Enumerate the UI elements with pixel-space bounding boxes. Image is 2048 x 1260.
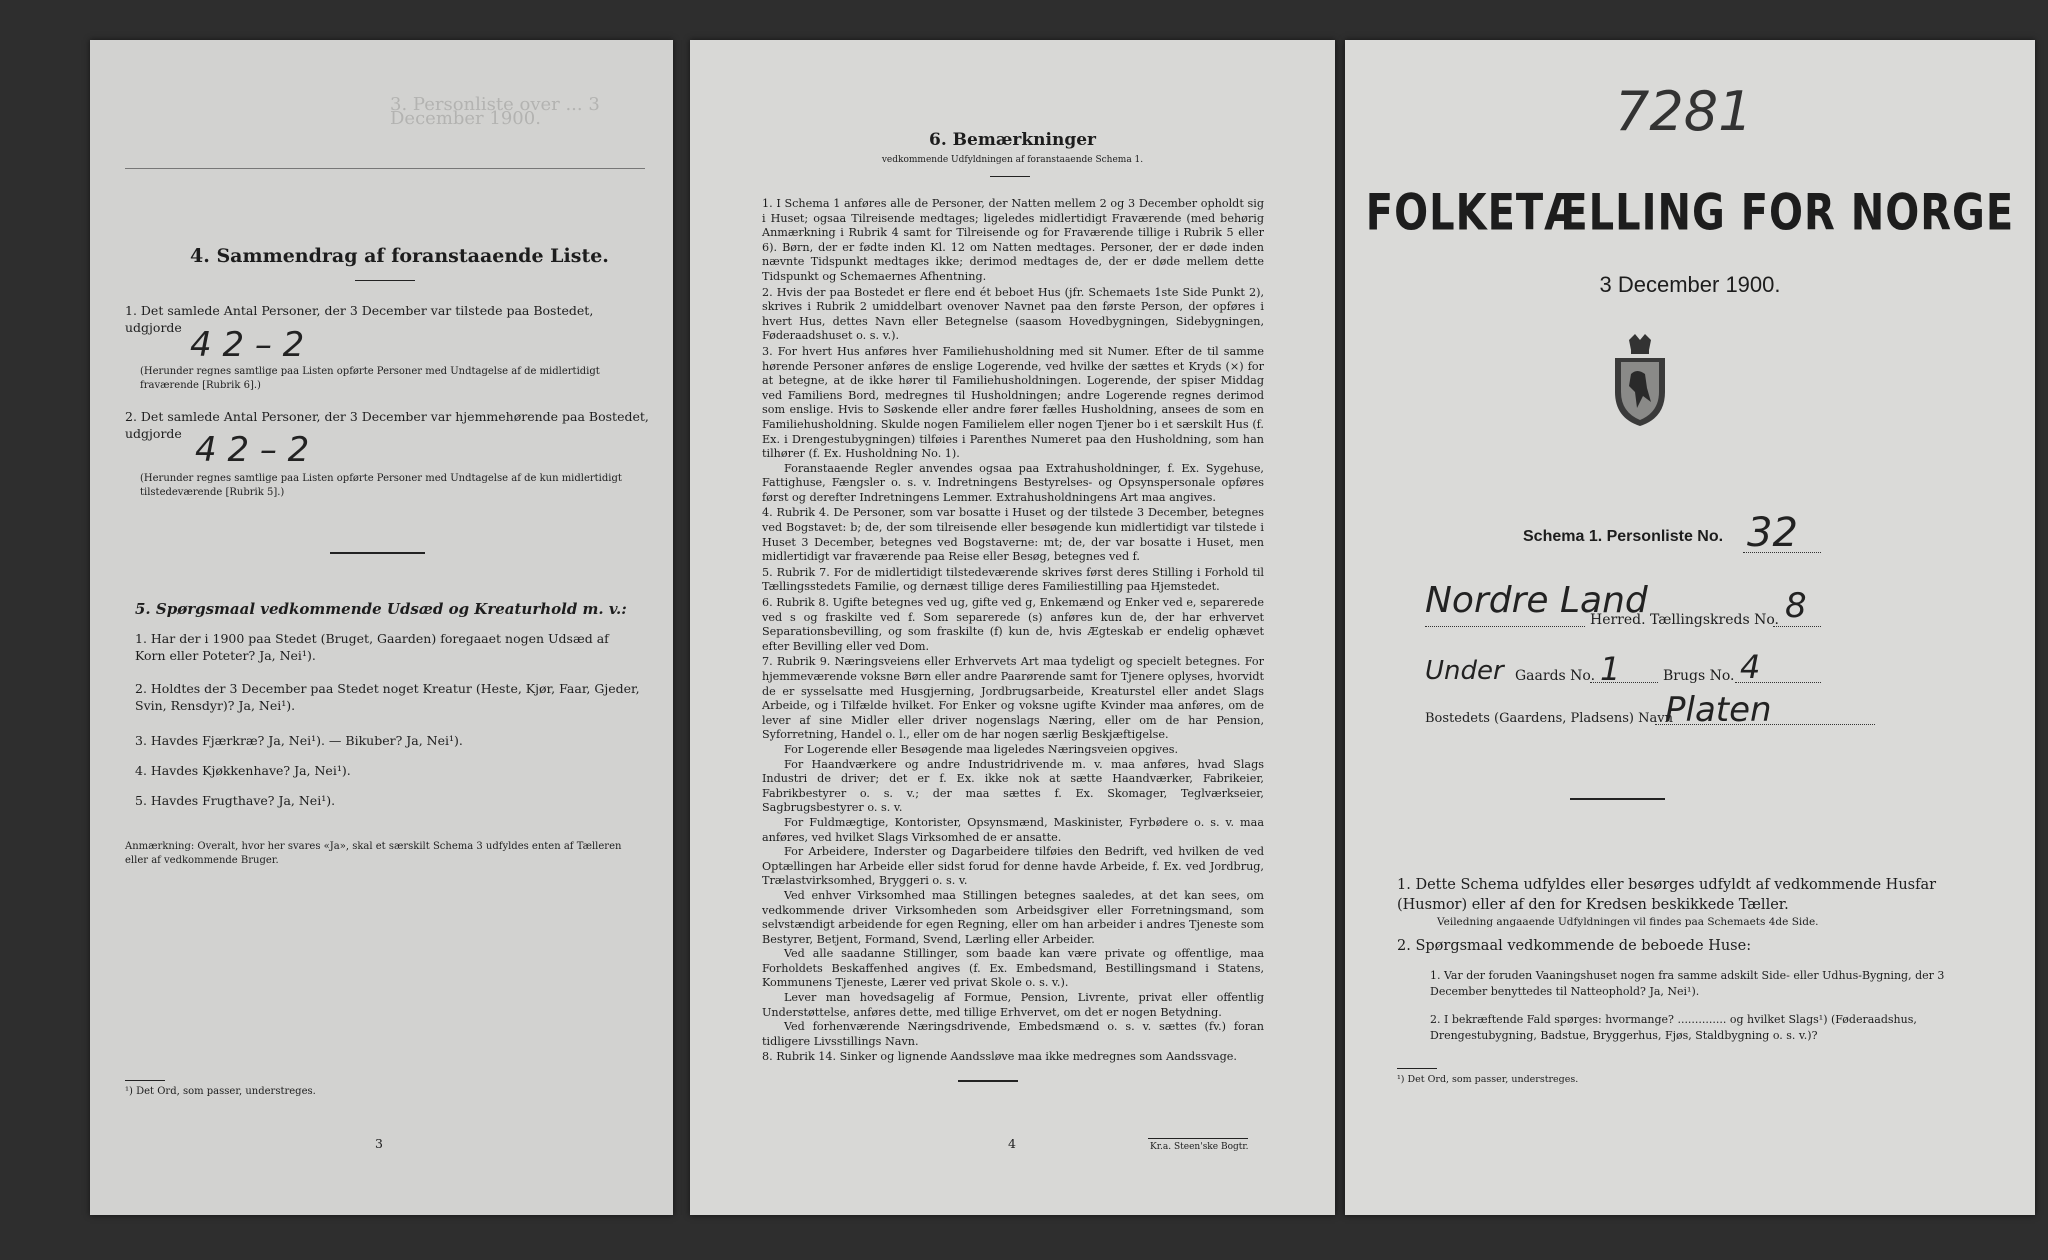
remark-paragraph: 2. Hvis der paa Bostedet er flere end ét beboet Hus (jfr. Schemaets 1ste Side Punkt 2), skrives i Rubrik 2 umiddelbart ovenover Navnet paa den første Person, der opføres i hvert Hus, dettes Navn eller Betegnelse (saasom Hovedbygningen, Sidebygningen, Føderaadshuset o. s. v.). bbox=[762, 285, 1264, 343]
s5-question-1: 1. Har der i 1900 paa Stedet (Bruget, Gaarden) foregaaet nogen Udsæd af Korn eller Poteter? Ja, Nei¹). bbox=[135, 631, 609, 663]
s5-question-3: 3. Havdes Fjærkræ? Ja, Nei¹). — Bikuber? Ja, Nei¹). bbox=[135, 733, 463, 748]
section-4-title: 4. Sammendrag af foranstaaende Liste. bbox=[190, 245, 609, 267]
remark-paragraph: 1. I Schema 1 anføres alle de Personer, der Natten mellem 2 og 3 December opholdt sig i Huset; ogsaa Tilreisende medtages; ligeledes midlertidigt Fraværende (med behørig Anmærkning i Rubrik 4 samt for Tilreisende og for Fraværende tillige i Rubrik 5 eller 6). Børn, der er fødte inden Kl. 12 om Natten medtages. Personer, der er døde inden nævnte Tidspunkt medtages ikke; derimod medtages de, der er døde mellem dette Tidspunkt og Schemaernes Afhentning. bbox=[762, 197, 1264, 283]
brugs-line bbox=[1735, 682, 1821, 683]
bleed-through-text: 3. Personliste over ... 3 December 1900. bbox=[390, 94, 600, 129]
remark-paragraph: For Fuldmægtige, Kontorister, Opsynsmænd, Maskinister, Fyrbødere o. s. v. maa anføres, ved hvilket Slags Virksomhed de er ansatte. bbox=[762, 815, 1264, 844]
instruction-1-text: 1. Dette Schema udfyldes eller besørges udfyldt af vedkommende Husfar (Husmor) eller af den for Kredsen beskikkede Tæller. bbox=[1397, 877, 1937, 913]
remark-paragraph: Ved alle saadanne Stillinger, som baade kan være private og offentlige, maa Forholdets Beskaffenhed angives (f. Ex. Embedsmand, Bestillingsmand i Statens, Kommunens Tjeneste, Lærer ved privat Skole o. s. v.). bbox=[762, 947, 1264, 990]
bosted-handwritten: Platen bbox=[1665, 690, 1772, 730]
page-4 bbox=[690, 40, 1335, 1215]
instruction-2: 2. Spørgsmaal vedkommende de beboede Huse: bbox=[1397, 938, 1752, 954]
mid-rule bbox=[330, 552, 425, 554]
top-rule bbox=[125, 168, 645, 169]
remark-paragraph: For Haandværkere og andre Industridrivende m. v. maa anføres, hvad Slags Industri de driver; det er f. Ex. ikke nok at sætte Haandværker, Fabrikeier, Fabrikbestyrer o. s. v.; der maa sættes f. Ex. Skomager, Teglværkseier, Sagbrugsbestyrer o. s. v. bbox=[762, 757, 1264, 815]
schema-label: Schema 1. Personliste No. bbox=[1523, 528, 1724, 545]
footnote: ¹) Det Ord, som passer, understreges. bbox=[125, 1086, 316, 1097]
remark-paragraph: 8. Rubrik 14. Sinker og lignende Aandssløve maa ikke medregnes som Aandssvage. bbox=[762, 1050, 1237, 1064]
s5-question-2: 2. Holdtes der 3 December paa Stedet noget Kreatur (Heste, Kjør, Faar, Gjeder, Svin, Rensdyr)? Ja, Nei¹). bbox=[135, 681, 640, 713]
archive-number: 7281 bbox=[1615, 80, 1753, 143]
gaard-prefix-handwritten: Under bbox=[1425, 656, 1504, 686]
form-title: FOLKETÆLLING FOR NORGE bbox=[1365, 184, 2015, 242]
remarks-subtitle: vedkommende Udfyldningen af foranstaaende Schema 1. bbox=[881, 155, 1144, 165]
title-rule bbox=[355, 280, 415, 281]
printer-mark: Kr.a. Steen'ske Bogtr. bbox=[1150, 1142, 1249, 1152]
instruction-2-q2: 2. I bekræftende Fald spørges: hvormange? .............. og hvilket Slags¹) (Føderaadshus, Drengestubygning, Badstue, Bryggerhus, Fjøs, Staldbygning o. s. v.)? bbox=[1430, 1013, 1917, 1042]
gaard-number-handwritten: 1 bbox=[1600, 650, 1621, 688]
page-3 bbox=[90, 40, 673, 1215]
bosted-line bbox=[1655, 724, 1875, 725]
footnote: ¹) Det Ord, som passer, understreges. bbox=[1397, 1074, 1579, 1085]
herred-label: Herred. Tællingskreds No. bbox=[1590, 612, 1779, 628]
instruction-2-q1: 1. Var der foruden Vaaningshuset nogen fra samme adskilt Side- eller Udhus-Bygning, der 3 December benyttedes til Natteophold? Ja, Nei¹). bbox=[1430, 969, 1945, 998]
remark-paragraph: 3. For hvert Hus anføres hver Familiehusholdning med sit Numer. Efter de til samme hørende Personer anføres de enslige Logerende, ved hvilke der sættes et Kryds (×) for at betegne, at de ikke hører til Familiehusholdningen. Logerende, der spiser Middag ved Familiens Bord, medregnes til Husholdningen; andre Logerende regnes derimod som enslige. Hvis to Søskende eller andre fører fælles Husholdning, ansees de som en Familiehusholdning. Skulde nogen Familielem eller nogen Tjener bo i et særskilt Hus (f. Ex. i Drengestubygningen) tilføies i Parenthes Numeret paa den Husholdning, som han tilhører (f. Ex. Husholdning No. 1). bbox=[762, 344, 1264, 461]
printer-rule bbox=[1148, 1138, 1248, 1139]
remark-paragraph: For Logerende eller Besøgende maa ligeledes Næringsveien opgives. bbox=[784, 742, 1179, 756]
s5-question-4: 4. Havdes Kjøkkenhave? Ja, Nei¹). bbox=[135, 763, 351, 778]
remark-paragraph: 5. Rubrik 7. For de midlertidigt tilstedeværende skrives først deres Stilling i Forhold til Tællingsstedets Familie, og dernæst tillige deres Familiestilling paa Hjemstedet. bbox=[762, 565, 1264, 594]
page-number: 3 bbox=[375, 1136, 383, 1151]
page-1 bbox=[1345, 40, 2035, 1215]
herred-handwritten: Nordre Land bbox=[1425, 580, 1648, 621]
instruction-1-sub: Veiledning angaaende Udfyldningen vil findes paa Schemaets 4de Side. bbox=[1437, 916, 1819, 928]
remark-paragraph: Ved enhver Virksomhed maa Stillingen betegnes saaledes, at det kan sees, om vedkommende driver Virksomheden som Arbeidsgiver eller Forretningsmand, som selvstændigt arbeidende for egen Regning, eller om han arbeider i andres Tjeneste som Bestyrer, Betjent, Formand, Svend, Lærling eller Arbeider. bbox=[762, 888, 1264, 946]
form-date: 3 December 1900. bbox=[1599, 272, 1781, 297]
remarks-body bbox=[762, 196, 1264, 1065]
remark-paragraph: 4. Rubrik 4. De Personer, som var bosatte i Huset og der tilstede 3 December, betegnes ved Bogstavet: b; de, der som tilreisende eller besøgende kun midlertidigt var tilstede i Huset 3 December, betegnes ved Bogstaverne: mt; de, der var bosatte i Huset, men midlertidigt var fraværende paa Reise eller Besøg, betegnes ved f. bbox=[762, 506, 1264, 564]
gaard-label: Gaards No. bbox=[1515, 668, 1596, 684]
remark-paragraph: Lever man hovedsagelig af Formue, Pension, Livrente, privat eller offentlig Understøttelse, anføres dette, med tillige Erhvervet, om det er nogen Betydning. bbox=[762, 991, 1264, 1019]
footnote-rule bbox=[125, 1080, 165, 1081]
herred-line bbox=[1425, 626, 1585, 627]
personliste-line bbox=[1743, 552, 1821, 553]
instruction-1 bbox=[1397, 875, 1997, 929]
remark-paragraph: Ved forhenværende Næringsdrivende, Embedsmænd o. s. v. sættes (fv.) foran tidligere Livsstillings Navn. bbox=[762, 1020, 1264, 1048]
question-2-text: 2. Det samlede Antal Personer, der 3 December var hjemmehørende paa Bostedet, udgjorde bbox=[125, 409, 649, 441]
question-2-handwritten: 4 2 – 2 bbox=[195, 430, 310, 470]
remarks-title: 6. Bemærkninger bbox=[929, 130, 1096, 150]
question-2-note: (Herunder regnes samtlige paa Listen opførte Personer med Undtagelse af de kun midlertidigt tilstedeværende [Rubrik 5].) bbox=[140, 473, 622, 498]
kreds-handwritten: 8 bbox=[1785, 586, 1807, 626]
footnote-rule bbox=[1397, 1068, 1437, 1069]
section-5-title: 5. Spørgsmaal vedkommende Udsæd og Kreaturhold m. v.: bbox=[135, 600, 627, 618]
remark-paragraph: 6. Rubrik 8. Ugifte betegnes ved ug, gifte ved g, Enkemænd og Enker ved e, separerede ved s og fraskilte ved f. Som separerede (s) anføres kun de, der har erhvervet Separationsbevilling, og som fraskilte (f) kun de, hvis Ægteskab er endelig ophævet efter Bevilling eller ved Dom. bbox=[762, 596, 1264, 653]
remark-paragraph: 7. Rubrik 9. Næringsveiens eller Erhvervets Art maa tydeligt og specielt betegnes. For hjemmeværende voksne Børn eller andre Paarørende samt for Tjenere oplyses, hvorvidt de er sysselsatte med Husgjerning, Jordbrugsarbeide, Kreaturstel eller andet Slags Arbeide, og i Tilfælde hvilket. For Enker og voksne ugifte Kvinder maa anføres, om de lever af sine Midler eller driver nogenslags Næring, eller om de har Pension, Syforretning, Handel o. l., eller om de har nogen særlig Beskjæftigelse. bbox=[762, 655, 1264, 742]
remark-paragraph: Foranstaaende Regler anvendes ogsaa paa Extrahusholdninger, f. Ex. Sygehuse, Fattighuse, Fængsler o. s. v. Indretningens Bestyrelses- og Opsynspersonale opføres først og derefter Indretningens Lemmer. Extrahusholdningens Art maa angives. bbox=[762, 461, 1264, 504]
brugs-label: Brugs No. bbox=[1663, 668, 1735, 684]
s5-question-5: 5. Havdes Frugthave? Ja, Nei¹). bbox=[135, 793, 336, 808]
personliste-number-handwritten: 32 bbox=[1747, 510, 1798, 556]
remark-paragraph: For Arbeidere, Inderster og Dagarbeidere tilføies den Bedrift, ved hvilken de ved Optællingen har Arbeide eller sidst forud for denne havde Arbeide, f. Ex. ved Jordbrug, Trælastvirksomhed, Bryggeri o. s. v. bbox=[762, 845, 1264, 888]
page-number: 4 bbox=[1008, 1136, 1016, 1151]
coat-of-arms-icon bbox=[1607, 332, 1673, 430]
brugs-number-handwritten: 4 bbox=[1740, 648, 1761, 686]
bottom-rule bbox=[958, 1080, 1018, 1082]
gaard-line bbox=[1590, 682, 1658, 683]
question-1-handwritten: 4 2 – 2 bbox=[190, 325, 305, 365]
question-1-note: (Herunder regnes samtlige paa Listen opførte Personer med Undtagelse af de midlertidigt fraværende [Rubrik 6].) bbox=[140, 366, 600, 391]
bosted-label: Bostedets (Gaardens, Pladsens) Navn bbox=[1425, 711, 1673, 726]
kreds-line bbox=[1773, 626, 1821, 627]
anmerkning-note: Anmærkning: Overalt, hvor her svares «Ja», skal et særskilt Schema 3 udfyldes enten af Tælleren eller af vedkommende Bruger. bbox=[125, 841, 622, 866]
mid-rule bbox=[1570, 798, 1665, 800]
question-1-text: 1. Det samlede Antal Personer, der 3 December var tilstede paa Bostedet, udgjorde bbox=[125, 303, 594, 335]
remarks-rule bbox=[990, 176, 1030, 177]
